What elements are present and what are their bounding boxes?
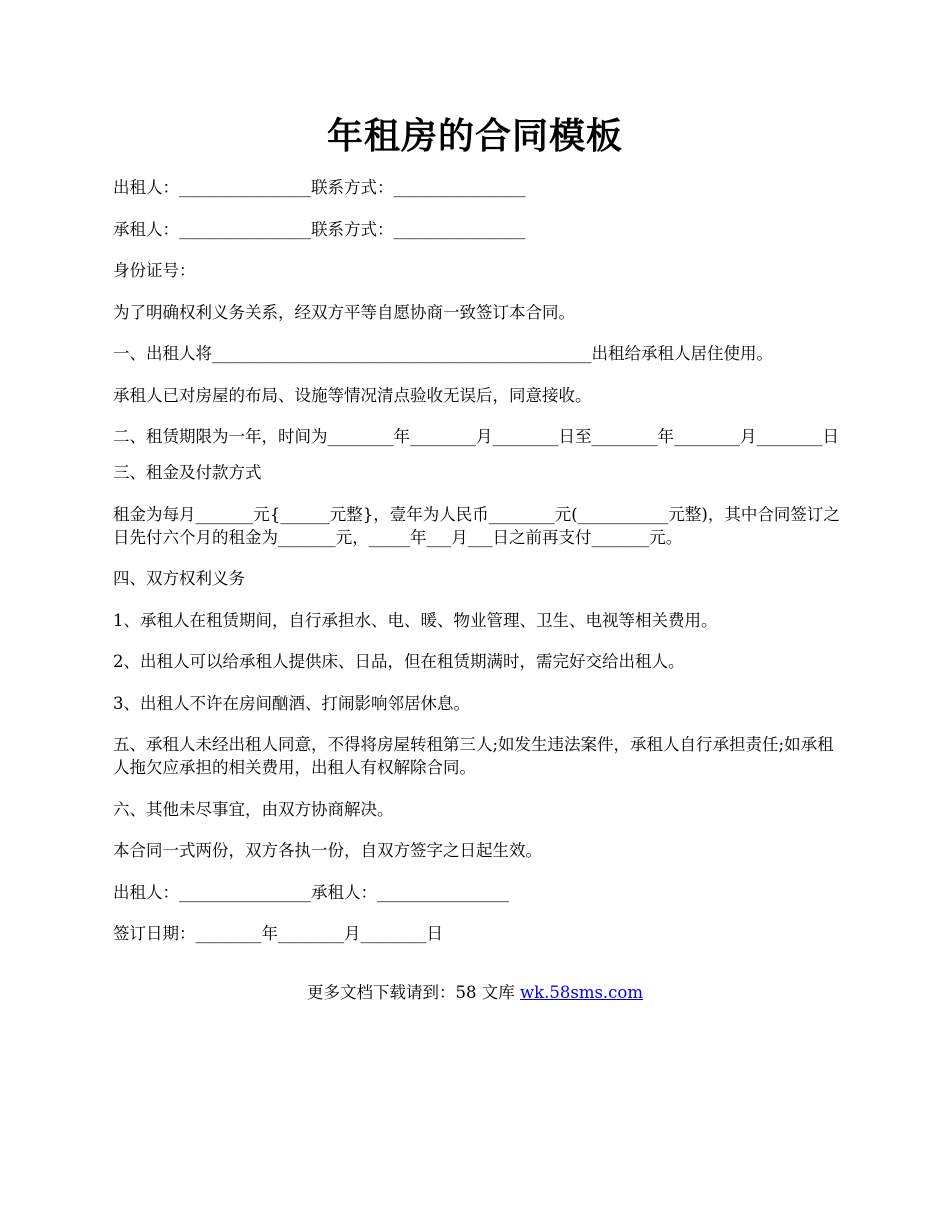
- footer-text: 更多文档下载请到：58 文库: [306, 983, 520, 1002]
- paragraph-rent-terms: 租金为每月_______元{______元整}，壹年为人民币________元(___________元整)，其中合同签订之日先付六个月的租金为_______元，_____年___月___日之前再支付_______元。: [113, 504, 840, 547]
- paragraph-preamble: 为了明确权利义务关系，经双方平等自愿协商一致签订本合同。: [113, 302, 575, 322]
- paragraph-effectiveness: 本合同一式两份，双方各执一份，自双方签字之日起生效。: [113, 841, 542, 860]
- paragraph-lessor-contact: 出租人：________________联系方式：________________: [113, 178, 526, 197]
- footer: [0, 981, 950, 1005]
- paragraph-clause-3-heading: 三、租金及付款方式: [113, 463, 262, 482]
- paragraph-duty-3: 3、出租人不许在房间酗酒、打闹影响邻居休息。: [113, 693, 470, 713]
- paragraph-clause-5: 五、承租人未经出租人同意，不得将房屋转租第三人;如发生违法案件，承租人自行承担责任;如承租人拖欠应承担的相关费用，出租人有权解除合同。: [113, 735, 834, 777]
- footer-link[interactable]: wk.58sms.com: [519, 983, 643, 1002]
- paragraph-duty-1: 1、承租人在租赁期间，自行承担水、电、暖、物业管理、卫生、电视等相关费用。: [113, 610, 718, 630]
- document-title: 年租房的合同模板: [326, 115, 623, 157]
- paragraph-clause-2-term: 二、租赁期限为一年，时间为________年________月________日至________年________月________日: [113, 427, 839, 446]
- paragraph-sign-date: 签订日期：________年________月________日: [113, 924, 443, 943]
- paragraph-clause-6: 六、其他未尽事宜，由双方协商解决。: [113, 799, 394, 819]
- paragraph-clause-4-heading: 四、双方权利义务: [113, 569, 245, 588]
- paragraph-lessee-contact: 承租人：________________联系方式：________________: [113, 219, 526, 239]
- paragraph-id-number: 身份证号：: [113, 261, 196, 280]
- document-body: [113, 176, 843, 964]
- paragraph-acceptance: 承租人已对房屋的布局、设施等情况清点验收无误后，同意接收。: [113, 385, 592, 405]
- paragraph-clause-1: 一、出租人将______________________________________________出租给承租人居住使用。: [113, 344, 773, 363]
- paragraph-signatures: 出租人：________________承租人：________________: [113, 882, 509, 902]
- paragraph-duty-2: 2、出租人可以给承租人提供床、日品，但在租赁期满时，需完好交给出租人。: [113, 652, 685, 671]
